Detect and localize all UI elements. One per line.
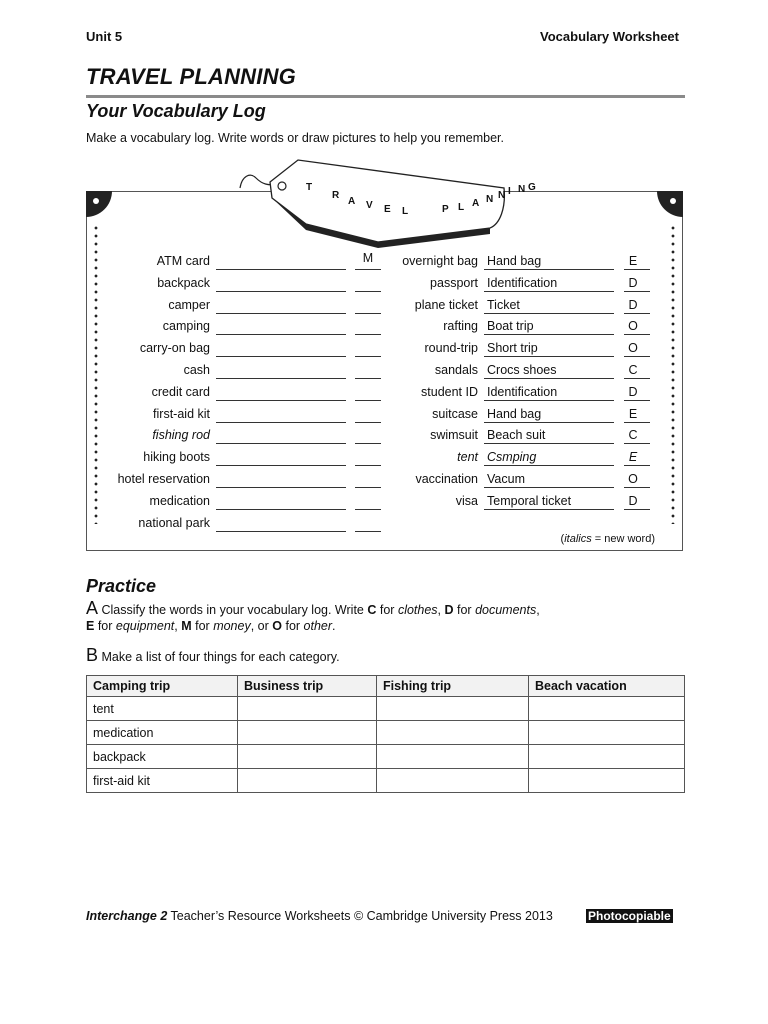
code-line[interactable] xyxy=(355,356,381,357)
code-line[interactable] xyxy=(624,509,650,510)
category-code[interactable]: E xyxy=(628,406,638,421)
answer-line[interactable] xyxy=(216,465,346,466)
answer-line[interactable] xyxy=(484,509,614,510)
category-code[interactable]: D xyxy=(628,297,638,312)
log-word: hotel reservation xyxy=(117,472,210,486)
handwritten-answer[interactable]: Short trip xyxy=(487,341,538,356)
table-header: Business trip xyxy=(238,676,377,697)
code-line[interactable] xyxy=(355,378,381,379)
table-header: Beach vacation xyxy=(529,676,685,697)
log-word: plane ticket xyxy=(414,297,478,312)
log-word: medication xyxy=(149,493,210,508)
table-cell[interactable] xyxy=(238,697,377,721)
code-line[interactable] xyxy=(355,400,381,401)
worksheet-label: Vocabulary Worksheet xyxy=(540,29,679,44)
category-code[interactable]: O xyxy=(628,472,638,486)
category-code[interactable]: D xyxy=(628,275,638,290)
code-line[interactable] xyxy=(624,313,650,314)
table-cell[interactable]: backpack xyxy=(87,745,238,769)
table-row xyxy=(87,721,685,745)
answer-line[interactable] xyxy=(216,356,346,357)
footer-credit: Interchange 2 Teacher’s Resource Worksheets © Cambridge University Press 2013 xyxy=(86,909,553,923)
code-line[interactable] xyxy=(624,465,650,466)
table-header: Camping trip xyxy=(87,676,238,697)
code-line[interactable] xyxy=(624,422,650,423)
log-word: camper xyxy=(168,297,210,312)
tag-letter: V xyxy=(366,200,373,211)
code-line[interactable] xyxy=(355,443,381,444)
answer-line[interactable] xyxy=(216,313,346,314)
handwritten-answer[interactable]: Hand bag xyxy=(487,254,542,268)
log-word: vaccination xyxy=(415,472,478,486)
answer-line[interactable] xyxy=(484,443,614,444)
category-table xyxy=(86,675,685,793)
handwritten-answer[interactable]: Csmping xyxy=(487,450,537,465)
answer-line[interactable] xyxy=(216,531,346,532)
tag-letter: I xyxy=(508,186,511,197)
tag-letter: N xyxy=(486,194,494,205)
table-cell[interactable] xyxy=(529,697,685,721)
code-line[interactable] xyxy=(624,291,650,292)
code-line[interactable] xyxy=(624,334,650,335)
category-code[interactable]: D xyxy=(628,384,638,399)
unit-label: Unit 5 xyxy=(86,29,123,44)
question-b: B Make a list of four things for each category. xyxy=(86,645,340,665)
tag-letter: G xyxy=(528,182,536,193)
tag-hole xyxy=(278,182,286,190)
tag-body xyxy=(270,160,504,242)
code-line[interactable] xyxy=(355,487,381,488)
tag-letter: E xyxy=(384,204,391,215)
handwritten-answer[interactable]: Boat trip xyxy=(487,319,534,334)
log-word: student ID xyxy=(421,384,478,399)
category-code[interactable]: O xyxy=(628,319,638,334)
log-word: backpack xyxy=(157,275,210,290)
code-line[interactable] xyxy=(355,509,381,510)
luggage-tag-graphic xyxy=(238,158,536,250)
log-word: cash xyxy=(183,363,210,377)
table-header: Fishing trip xyxy=(377,676,529,697)
handwritten-answer[interactable]: Identification xyxy=(487,275,558,290)
answer-line[interactable] xyxy=(216,443,346,444)
log-word: swimsuit xyxy=(430,428,478,443)
code-line[interactable] xyxy=(355,291,381,292)
code-line[interactable] xyxy=(624,356,650,357)
log-word: fishing rod xyxy=(152,428,210,443)
log-word: round-trip xyxy=(424,341,478,356)
corner-hole-left xyxy=(86,191,112,217)
handwritten-answer[interactable]: Vacum xyxy=(487,472,525,486)
code-line[interactable] xyxy=(624,443,650,444)
table-cell[interactable] xyxy=(377,721,529,745)
answer-line[interactable] xyxy=(484,356,614,357)
table-cell[interactable]: medication xyxy=(87,721,238,745)
section-title: Your Vocabulary Log xyxy=(86,101,266,121)
code-line[interactable] xyxy=(355,465,381,466)
category-code[interactable]: E xyxy=(628,254,638,268)
tag-letter: A xyxy=(348,196,356,207)
code-line[interactable] xyxy=(624,378,650,379)
log-word: sandals xyxy=(434,363,478,377)
category-code[interactable]: O xyxy=(628,341,638,356)
log-word: overnight bag xyxy=(402,254,478,268)
log-word: national park xyxy=(138,515,210,530)
table-cell[interactable] xyxy=(529,721,685,745)
table-row xyxy=(87,745,685,769)
table-cell[interactable]: first-aid kit xyxy=(87,769,238,793)
table-cell[interactable] xyxy=(377,697,529,721)
dotted-border-right xyxy=(671,224,675,524)
log-word: visa xyxy=(455,493,478,508)
handwritten-answer[interactable]: Ticket xyxy=(487,297,520,312)
answer-line[interactable] xyxy=(216,509,346,510)
question-a: A Classify the words in your vocabulary log. Write C for clothes, D for documents, E for equipment, M for money, or O for other. xyxy=(86,598,540,633)
answer-line[interactable] xyxy=(216,269,346,270)
title-rule xyxy=(86,95,685,98)
table-cell[interactable] xyxy=(238,769,377,793)
log-word: ATM card xyxy=(156,254,210,268)
tag-letter: L xyxy=(458,202,465,213)
instructions: Make a vocabulary log. Write words or draw pictures to help you remember. xyxy=(86,131,505,145)
answer-line[interactable] xyxy=(216,422,346,423)
table-cell[interactable] xyxy=(238,721,377,745)
answer-line[interactable] xyxy=(484,291,614,292)
answer-line[interactable] xyxy=(484,487,614,488)
answer-line[interactable] xyxy=(216,378,346,379)
practice-heading: Practice xyxy=(86,576,157,596)
category-code[interactable]: D xyxy=(628,493,638,508)
code-line[interactable] xyxy=(355,422,381,423)
code-line[interactable] xyxy=(355,269,381,270)
answer-line[interactable] xyxy=(484,400,614,401)
category-code[interactable]: E xyxy=(628,450,638,465)
answer-line[interactable] xyxy=(484,313,614,314)
handwritten-answer[interactable]: Identification xyxy=(487,384,558,399)
log-word: rafting xyxy=(443,319,478,334)
log-word: hiking boots xyxy=(143,450,210,465)
answer-line[interactable] xyxy=(484,269,614,270)
answer-line[interactable] xyxy=(484,465,614,466)
category-code[interactable]: M xyxy=(362,251,374,265)
tag-letter: R xyxy=(332,190,340,201)
code-line[interactable] xyxy=(355,313,381,314)
corner-hole-right xyxy=(657,191,683,217)
answer-line[interactable] xyxy=(484,334,614,335)
log-word: first-aid kit xyxy=(153,406,210,421)
table-row xyxy=(87,697,685,721)
table-cell[interactable] xyxy=(377,769,529,793)
photocopiable-badge: Photocopiable xyxy=(588,909,671,923)
answer-line[interactable] xyxy=(216,334,346,335)
handwritten-answer[interactable]: Crocs shoes xyxy=(487,363,557,377)
code-line[interactable] xyxy=(624,400,650,401)
table-cell[interactable] xyxy=(529,769,685,793)
log-word: credit card xyxy=(151,384,210,399)
tag-letter: T xyxy=(306,182,313,193)
answer-line[interactable] xyxy=(216,291,346,292)
page-title: TRAVEL PLANNING xyxy=(86,64,296,89)
table-row xyxy=(87,769,685,793)
answer-line[interactable] xyxy=(484,422,614,423)
code-line[interactable] xyxy=(624,487,650,488)
tag-letter: A xyxy=(472,198,480,209)
answer-line[interactable] xyxy=(216,487,346,488)
tag-letter: N xyxy=(498,190,506,201)
log-word: camping xyxy=(162,319,210,334)
category-code[interactable]: C xyxy=(628,428,638,443)
log-word: tent xyxy=(457,450,478,465)
handwritten-answer[interactable]: Hand bag xyxy=(487,406,542,421)
table-cell[interactable] xyxy=(377,745,529,769)
code-line[interactable] xyxy=(624,269,650,270)
code-line[interactable] xyxy=(355,334,381,335)
table-cell[interactable] xyxy=(529,745,685,769)
handwritten-answer[interactable]: Temporal ticket xyxy=(487,493,572,508)
log-word: suitcase xyxy=(432,406,478,421)
answer-line[interactable] xyxy=(216,400,346,401)
log-word: passport xyxy=(430,275,478,290)
code-line[interactable] xyxy=(355,531,381,532)
category-code[interactable]: C xyxy=(628,363,638,377)
tag-letter: N xyxy=(518,184,526,195)
tag-letter: L xyxy=(402,206,409,217)
tag-letter: P xyxy=(442,204,449,215)
table-cell[interactable] xyxy=(238,745,377,769)
handwritten-answer[interactable]: Beach suit xyxy=(487,428,546,443)
table-header-row xyxy=(87,676,685,697)
answer-line[interactable] xyxy=(484,378,614,379)
table-cell[interactable]: tent xyxy=(87,697,238,721)
log-word: carry-on bag xyxy=(139,341,210,356)
italics-note: (italics = new word) xyxy=(560,533,655,545)
